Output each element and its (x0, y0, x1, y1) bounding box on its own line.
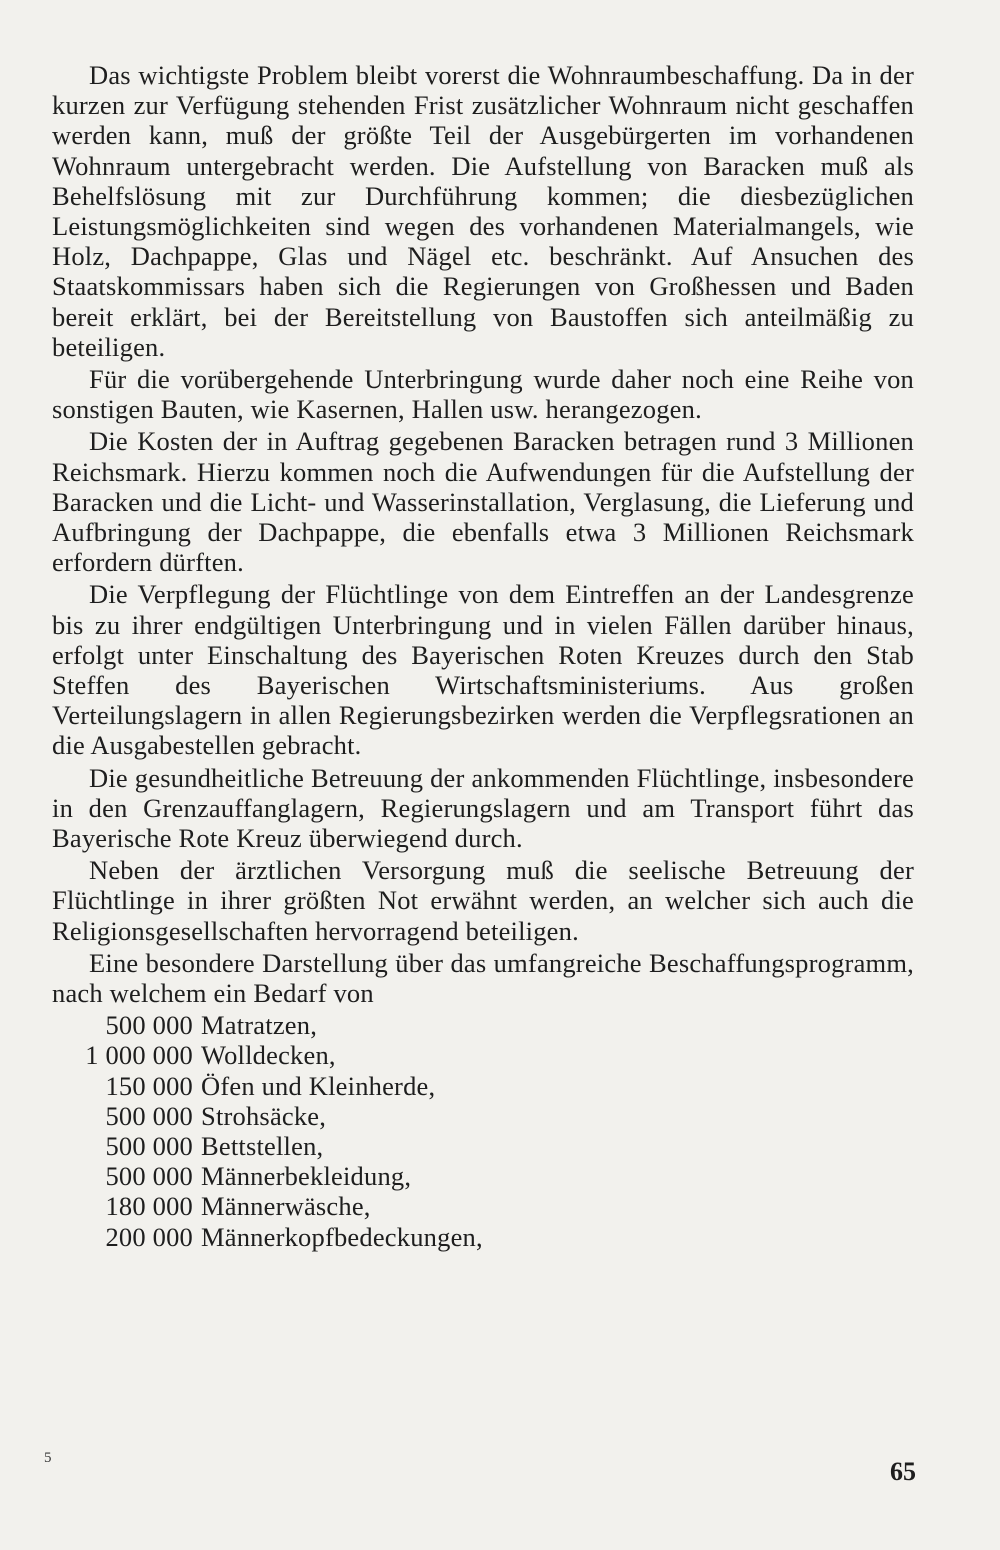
item-label: Wolldecken, (201, 1040, 336, 1071)
item-label: Männerkopfbedeckungen, (201, 1221, 483, 1252)
item-quantity: 500 000 (105, 1100, 193, 1131)
list-item (52, 1131, 914, 1161)
list-item (52, 1222, 914, 1252)
item-label: Strohsäcke, (201, 1100, 327, 1131)
body-text (52, 60, 914, 1252)
paragraph-procurement: Eine besondere Darstellung über das umfangreiche Beschaffungsprogramm, nach welchem ein Bedarf von (52, 947, 914, 1009)
item-label: Öfen und Kleinherde, (201, 1070, 436, 1101)
procurement-list (52, 1010, 914, 1252)
signature-mark: 5 (44, 1450, 52, 1466)
paragraph-health-care: Die gesundheitliche Betreuung der ankommenden Flüchtlinge, insbesondere in den Grenzauffanglagern, Regierungslagern und am Transport führt das Bayerische Rote Kreuz überwiegend durch. (52, 762, 914, 854)
item-quantity: 500 000 (105, 1161, 193, 1192)
paragraph-housing: Das wichtigste Problem bleibt vorerst die Wohnraumbeschaffung. Da in der kurzen zur Verfügung stehenden Frist zusätzlicher Wohnraum nicht geschaffen werden kann, muß der größte Teil der Ausgebürgerten im vorhandenen Wohnraum untergebracht werden. Die Aufstellung von Baracken muß als Behelfslösung mit zur Durchführung kommen; die diesbezüglichen Leistungsmöglichkeiten sind wegen des vorhandenen Materialmangels, wie Holz, Dachpappe, Glas und Nägel etc. beschränkt. Auf Ansuchen des Staatskommissars haben sich die Regierungen von Großhessen und Baden bereit erklärt, bei der Bereitstellung von Baustoffen sich anteilmäßig zu beteiligen. (52, 60, 914, 362)
paragraph-catering: Die Verpflegung der Flüchtlinge von dem Eintreffen an der Landesgrenze bis zu ihrer endgültigen Unterbringung und in vielen Fällen darüber hinaus, erfolgt unter Einschaltung des Bayerischen Roten Kreuzes durch den Stab Steffen des Bayerischen Wirtschaftsministeriums. Aus großen Verteilungslagern in allen Regierungsbezirken werden die Verpflegsrationen an die Ausgabestellen gebracht. (52, 579, 914, 761)
item-quantity: 180 000 (105, 1191, 193, 1222)
item-label: Matratzen, (201, 1010, 318, 1041)
item-label: Männerbekleidung, (201, 1161, 412, 1192)
list-item (52, 1161, 914, 1191)
paragraph-barracks-costs: Die Kosten der in Auftrag gegebenen Baracken betragen rund 3 Millionen Reichsmark. Hierzu kommen noch die Aufwendungen für die Aufstellung der Baracken und die Licht- und Wasserinstallation, Verglasung, die Lieferung und Aufbringung der Dachpappe, die ebenfalls etwa 3 Millionen Reichsmark erfordern dürften. (52, 426, 914, 578)
list-item (52, 1191, 914, 1221)
paragraph-temporary-housing: Für die vorübergehende Unterbringung wurde daher noch eine Reihe von sonstigen Bauten, wie Kasernen, Hallen usw. herangezogen. (52, 364, 914, 425)
item-quantity: 200 000 (105, 1221, 193, 1252)
paragraph-spiritual-care: Neben der ärztlichen Versorgung muß die seelische Betreuung der Flüchtlinge in ihrer größten Not erwähnt werden, an welcher sich auch die Religionsgesellschaften hervorragend beteiligen. (52, 855, 914, 946)
item-label: Männerwäsche, (201, 1191, 371, 1222)
item-label: Bettstellen, (201, 1131, 324, 1162)
list-item (52, 1071, 914, 1101)
list-item (52, 1040, 914, 1070)
item-quantity: 1 000 000 (85, 1040, 193, 1071)
list-item (52, 1010, 914, 1040)
item-quantity: 500 000 (105, 1010, 193, 1041)
item-quantity: 150 000 (105, 1070, 193, 1101)
item-quantity: 500 000 (105, 1131, 193, 1162)
page-number: 65 (890, 1457, 916, 1486)
list-item (52, 1101, 914, 1131)
